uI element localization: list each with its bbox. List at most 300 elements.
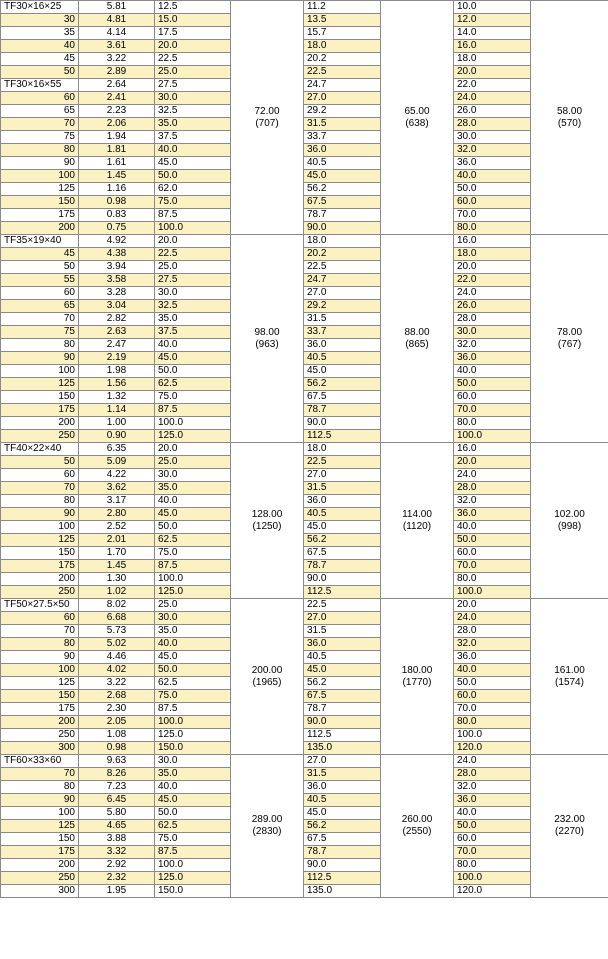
table-row [1, 391, 608, 404]
value-cell: 45.0 [304, 365, 381, 378]
table-row [1, 378, 608, 391]
model-cell: 80 [1, 339, 79, 352]
value-cell: 2.80 [79, 508, 155, 521]
value-cell: 90.0 [304, 716, 381, 729]
value-cell: 40.0 [155, 781, 231, 794]
value-cell: 25.0 [155, 599, 231, 612]
value-cell: 6.68 [79, 612, 155, 625]
value-cell: 36.0 [304, 495, 381, 508]
value-cell: 56.2 [304, 378, 381, 391]
merged-value-cell [231, 599, 304, 755]
table-row [1, 157, 608, 170]
merged-value-cell [231, 1, 304, 235]
value-cell: 62.5 [155, 534, 231, 547]
value-cell: 80.0 [454, 573, 531, 586]
value-cell: 120.0 [454, 742, 531, 755]
value-cell: 32.0 [454, 495, 531, 508]
value-cell: 75.0 [155, 690, 231, 703]
value-cell: 4.81 [79, 14, 155, 27]
table-row [1, 183, 608, 196]
model-cell: 100 [1, 664, 79, 677]
value-cell: 56.2 [304, 820, 381, 833]
value-cell: 70.0 [454, 846, 531, 859]
value-cell: 3.94 [79, 261, 155, 274]
value-cell: 36.0 [454, 352, 531, 365]
model-cell: 60 [1, 92, 79, 105]
merged-value-sub: (1120) [402, 520, 432, 532]
model-cell: TF30×16×55 [1, 79, 79, 92]
value-cell: 14.0 [454, 27, 531, 40]
value-cell: 0.98 [79, 742, 155, 755]
merged-value-sub: (1250) [252, 520, 282, 532]
value-cell: 0.75 [79, 222, 155, 235]
model-cell: TF60×33×60 [1, 755, 79, 768]
value-cell: 3.17 [79, 495, 155, 508]
value-cell: 31.5 [304, 482, 381, 495]
table-row [1, 716, 608, 729]
value-cell: 3.28 [79, 287, 155, 300]
value-cell: 8.02 [79, 599, 155, 612]
model-cell: 90 [1, 651, 79, 664]
value-cell: 87.5 [155, 560, 231, 573]
value-cell: 40.0 [454, 521, 531, 534]
model-cell: 100 [1, 365, 79, 378]
value-cell: 24.0 [454, 612, 531, 625]
value-cell: 67.5 [304, 833, 381, 846]
value-cell: 20.0 [454, 599, 531, 612]
value-cell: 3.04 [79, 300, 155, 313]
value-cell: 24.0 [454, 287, 531, 300]
model-cell: 100 [1, 170, 79, 183]
model-cell: 125 [1, 183, 79, 196]
value-cell: 3.22 [79, 677, 155, 690]
model-cell: TF50×27.5×50 [1, 599, 79, 612]
table-row [1, 703, 608, 716]
model-cell: 80 [1, 781, 79, 794]
value-cell: 27.5 [155, 274, 231, 287]
model-cell: 70 [1, 118, 79, 131]
value-cell: 1.98 [79, 365, 155, 378]
table-row [1, 144, 608, 157]
value-cell: 70.0 [454, 404, 531, 417]
value-cell: 62.5 [155, 677, 231, 690]
value-cell: 22.0 [454, 274, 531, 287]
value-cell: 32.5 [155, 300, 231, 313]
value-cell: 36.0 [304, 638, 381, 651]
value-cell: 31.5 [304, 768, 381, 781]
model-cell: 250 [1, 872, 79, 885]
merged-value-sub: (963) [255, 338, 279, 350]
model-cell: 45 [1, 248, 79, 261]
value-cell: 45.0 [155, 794, 231, 807]
value-cell: 28.0 [454, 768, 531, 781]
value-cell: 4.38 [79, 248, 155, 261]
merged-value-cell [531, 1, 608, 235]
value-cell: 2.92 [79, 859, 155, 872]
model-cell: 300 [1, 885, 79, 898]
value-cell: 7.23 [79, 781, 155, 794]
model-cell: 80 [1, 144, 79, 157]
value-cell: 35.0 [155, 482, 231, 495]
value-cell: 5.02 [79, 638, 155, 651]
value-cell: 20.0 [155, 443, 231, 456]
value-cell: 40.5 [304, 157, 381, 170]
value-cell: 18.0 [304, 235, 381, 248]
value-cell: 24.0 [454, 469, 531, 482]
value-cell: 40.0 [454, 170, 531, 183]
value-cell: 22.0 [454, 79, 531, 92]
value-cell: 1.56 [79, 378, 155, 391]
value-cell: 87.5 [155, 404, 231, 417]
value-cell: 32.0 [454, 638, 531, 651]
value-cell: 45.0 [304, 664, 381, 677]
value-cell: 27.0 [304, 612, 381, 625]
model-cell: 55 [1, 274, 79, 287]
value-cell: 29.2 [304, 105, 381, 118]
value-cell: 1.70 [79, 547, 155, 560]
model-cell: 90 [1, 508, 79, 521]
value-cell: 4.14 [79, 27, 155, 40]
value-cell: 3.32 [79, 846, 155, 859]
value-cell: 40.0 [155, 144, 231, 157]
value-cell: 45.0 [304, 807, 381, 820]
value-cell: 90.0 [304, 859, 381, 872]
value-cell: 70.0 [454, 703, 531, 716]
value-cell: 67.5 [304, 196, 381, 209]
value-cell: 36.0 [304, 144, 381, 157]
table-row [1, 196, 608, 209]
value-cell: 36.0 [304, 781, 381, 794]
value-cell: 2.23 [79, 105, 155, 118]
value-cell: 2.47 [79, 339, 155, 352]
value-cell: 28.0 [454, 625, 531, 638]
table-row [1, 300, 608, 313]
model-cell: 90 [1, 157, 79, 170]
value-cell: 125.0 [155, 430, 231, 443]
value-cell: 2.89 [79, 66, 155, 79]
value-cell: 2.64 [79, 79, 155, 92]
table-row [1, 508, 608, 521]
value-cell: 90.0 [304, 417, 381, 430]
value-cell: 1.45 [79, 560, 155, 573]
merged-value: 58.00 [556, 105, 583, 117]
model-cell: 175 [1, 560, 79, 573]
value-cell: 45.0 [304, 521, 381, 534]
value-cell: 45.0 [155, 508, 231, 521]
value-cell: 4.02 [79, 664, 155, 677]
value-cell: 27.0 [304, 92, 381, 105]
value-cell: 87.5 [155, 846, 231, 859]
merged-value-sub: (1965) [252, 676, 282, 688]
value-cell: 3.62 [79, 482, 155, 495]
value-cell: 100.0 [155, 222, 231, 235]
value-cell: 16.0 [454, 443, 531, 456]
value-cell: 28.0 [454, 482, 531, 495]
model-cell: 150 [1, 547, 79, 560]
value-cell: 50.0 [155, 170, 231, 183]
value-cell: 3.61 [79, 40, 155, 53]
model-cell: 75 [1, 131, 79, 144]
merged-value: 128.00 [251, 508, 283, 520]
table-row [1, 573, 608, 586]
value-cell: 78.7 [304, 404, 381, 417]
merged-value-cell [531, 443, 608, 599]
value-cell: 67.5 [304, 547, 381, 560]
value-cell: 17.5 [155, 27, 231, 40]
merged-value: 161.00 [554, 664, 585, 676]
table-row [1, 287, 608, 300]
table-row [1, 274, 608, 287]
value-cell: 60.0 [454, 833, 531, 846]
value-cell: 16.0 [454, 40, 531, 53]
value-cell: 62.5 [155, 378, 231, 391]
merged-value-sub: (638) [405, 117, 429, 129]
table-row [1, 872, 608, 885]
table-row [1, 794, 608, 807]
merged-value-sub: (2830) [252, 826, 282, 837]
merged-value: 260.00 [401, 814, 433, 825]
model-cell: 125 [1, 677, 79, 690]
model-cell: 80 [1, 638, 79, 651]
value-cell: 25.0 [155, 66, 231, 79]
merged-value-cell [531, 599, 608, 755]
table-row [1, 612, 608, 625]
value-cell: 50.0 [454, 183, 531, 196]
table-row [1, 430, 608, 443]
value-cell: 6.45 [79, 794, 155, 807]
value-cell: 22.5 [304, 599, 381, 612]
table-row [1, 235, 608, 248]
model-cell: 75 [1, 326, 79, 339]
value-cell: 75.0 [155, 833, 231, 846]
value-cell: 29.2 [304, 300, 381, 313]
value-cell: 78.7 [304, 846, 381, 859]
merged-value-cell [381, 599, 454, 755]
value-cell: 3.88 [79, 833, 155, 846]
value-cell: 30.0 [454, 326, 531, 339]
merged-value: 65.00 [404, 105, 430, 117]
merged-value: 200.00 [251, 664, 283, 676]
value-cell: 40.0 [454, 365, 531, 378]
table-row [1, 755, 608, 768]
value-cell: 2.06 [79, 118, 155, 131]
merged-value-sub: (1770) [402, 676, 432, 688]
value-cell: 100.0 [155, 859, 231, 872]
value-cell: 37.5 [155, 326, 231, 339]
value-cell: 60.0 [454, 391, 531, 404]
merged-value-sub: (2270) [555, 826, 584, 837]
value-cell: 62.5 [155, 820, 231, 833]
value-cell: 70.0 [454, 560, 531, 573]
value-cell: 5.81 [79, 1, 155, 14]
value-cell: 60.0 [454, 690, 531, 703]
value-cell: 20.0 [155, 235, 231, 248]
value-cell: 90.0 [304, 573, 381, 586]
model-cell: 70 [1, 625, 79, 638]
model-cell: 200 [1, 716, 79, 729]
value-cell: 3.58 [79, 274, 155, 287]
table-row [1, 326, 608, 339]
model-cell: 90 [1, 794, 79, 807]
value-cell: 45.0 [304, 170, 381, 183]
value-cell: 45.0 [155, 352, 231, 365]
value-cell: 26.0 [454, 300, 531, 313]
value-cell: 2.82 [79, 313, 155, 326]
value-cell: 30.0 [155, 287, 231, 300]
table-row [1, 170, 608, 183]
value-cell: 75.0 [155, 196, 231, 209]
value-cell: 2.01 [79, 534, 155, 547]
model-cell: 125 [1, 378, 79, 391]
value-cell: 6.35 [79, 443, 155, 456]
value-cell: 1.32 [79, 391, 155, 404]
table-row [1, 118, 608, 131]
value-cell: 56.2 [304, 677, 381, 690]
value-cell: 2.41 [79, 92, 155, 105]
value-cell: 50.0 [454, 677, 531, 690]
value-cell: 33.7 [304, 131, 381, 144]
merged-value-cell [231, 443, 304, 599]
value-cell: 150.0 [155, 885, 231, 898]
value-cell: 90.0 [304, 222, 381, 235]
model-cell: 65 [1, 105, 79, 118]
value-cell: 30.0 [155, 612, 231, 625]
model-cell: TF35×19×40 [1, 235, 79, 248]
table-row [1, 469, 608, 482]
value-cell: 36.0 [304, 339, 381, 352]
merged-value: 102.00 [554, 508, 585, 520]
model-cell: 250 [1, 430, 79, 443]
model-cell: 70 [1, 482, 79, 495]
value-cell: 22.5 [155, 248, 231, 261]
value-cell: 22.5 [155, 53, 231, 66]
merged-value-cell [381, 235, 454, 443]
model-cell: 100 [1, 521, 79, 534]
table-row [1, 547, 608, 560]
model-cell: 50 [1, 66, 79, 79]
value-cell: 1.30 [79, 573, 155, 586]
merged-value-sub: (767) [557, 338, 582, 350]
table-row [1, 534, 608, 547]
value-cell: 11.2 [304, 1, 381, 14]
table-row [1, 859, 608, 872]
value-cell: 5.09 [79, 456, 155, 469]
value-cell: 15.0 [155, 14, 231, 27]
value-cell: 2.19 [79, 352, 155, 365]
model-cell: 100 [1, 807, 79, 820]
value-cell: 56.2 [304, 183, 381, 196]
value-cell: 30.0 [155, 469, 231, 482]
value-cell: 1.81 [79, 144, 155, 157]
merged-value-cell [531, 235, 608, 443]
table-row [1, 625, 608, 638]
model-cell: 35 [1, 27, 79, 40]
table-row [1, 651, 608, 664]
value-cell: 25.0 [155, 456, 231, 469]
merged-value-cell [381, 755, 454, 898]
value-cell: 78.7 [304, 560, 381, 573]
table-row [1, 677, 608, 690]
model-cell: 65 [1, 300, 79, 313]
value-cell: 28.0 [454, 118, 531, 131]
value-cell: 31.5 [304, 313, 381, 326]
value-cell: 40.0 [454, 664, 531, 677]
value-cell: 87.5 [155, 209, 231, 222]
model-cell: 150 [1, 690, 79, 703]
value-cell: 27.0 [304, 287, 381, 300]
value-cell: 2.30 [79, 703, 155, 716]
table-row [1, 1, 608, 14]
value-cell: 75.0 [155, 547, 231, 560]
value-cell: 20.0 [454, 261, 531, 274]
merged-value: 78.00 [556, 326, 583, 338]
value-cell: 16.0 [454, 235, 531, 248]
value-cell: 50.0 [155, 365, 231, 378]
table-row [1, 742, 608, 755]
model-cell: 200 [1, 573, 79, 586]
table-row [1, 313, 608, 326]
value-cell: 135.0 [304, 885, 381, 898]
table-row [1, 14, 608, 27]
value-cell: 1.95 [79, 885, 155, 898]
value-cell: 100.0 [155, 716, 231, 729]
value-cell: 30.0 [155, 755, 231, 768]
table-row [1, 443, 608, 456]
value-cell: 1.16 [79, 183, 155, 196]
value-cell: 27.5 [155, 79, 231, 92]
model-cell: 60 [1, 469, 79, 482]
value-cell: 18.0 [454, 248, 531, 261]
value-cell: 32.0 [454, 339, 531, 352]
table-row [1, 248, 608, 261]
value-cell: 1.14 [79, 404, 155, 417]
value-cell: 40.5 [304, 794, 381, 807]
table-body [1, 1, 608, 898]
value-cell: 120.0 [454, 885, 531, 898]
value-cell: 27.0 [304, 469, 381, 482]
value-cell: 50.0 [155, 807, 231, 820]
table-row [1, 417, 608, 430]
value-cell: 27.0 [304, 755, 381, 768]
value-cell: 12.0 [454, 14, 531, 27]
value-cell: 40.5 [304, 508, 381, 521]
table-row [1, 456, 608, 469]
value-cell: 0.90 [79, 430, 155, 443]
table-row [1, 66, 608, 79]
model-cell: 150 [1, 391, 79, 404]
value-cell: 20.0 [454, 456, 531, 469]
value-cell: 24.7 [304, 79, 381, 92]
merged-value-cell [231, 235, 304, 443]
value-cell: 56.2 [304, 534, 381, 547]
value-cell: 40.0 [155, 495, 231, 508]
table-row [1, 560, 608, 573]
value-cell: 22.5 [304, 261, 381, 274]
value-cell: 1.45 [79, 170, 155, 183]
merged-value: 232.00 [554, 814, 585, 825]
value-cell: 37.5 [155, 131, 231, 144]
value-cell: 24.0 [454, 92, 531, 105]
merged-value: 98.00 [254, 326, 280, 338]
value-cell: 24.0 [454, 755, 531, 768]
value-cell: 50.0 [155, 664, 231, 677]
value-cell: 112.5 [304, 430, 381, 443]
model-cell: 175 [1, 703, 79, 716]
model-cell: 70 [1, 313, 79, 326]
merged-value: 114.00 [402, 508, 432, 520]
model-cell: 175 [1, 404, 79, 417]
value-cell: 135.0 [304, 742, 381, 755]
